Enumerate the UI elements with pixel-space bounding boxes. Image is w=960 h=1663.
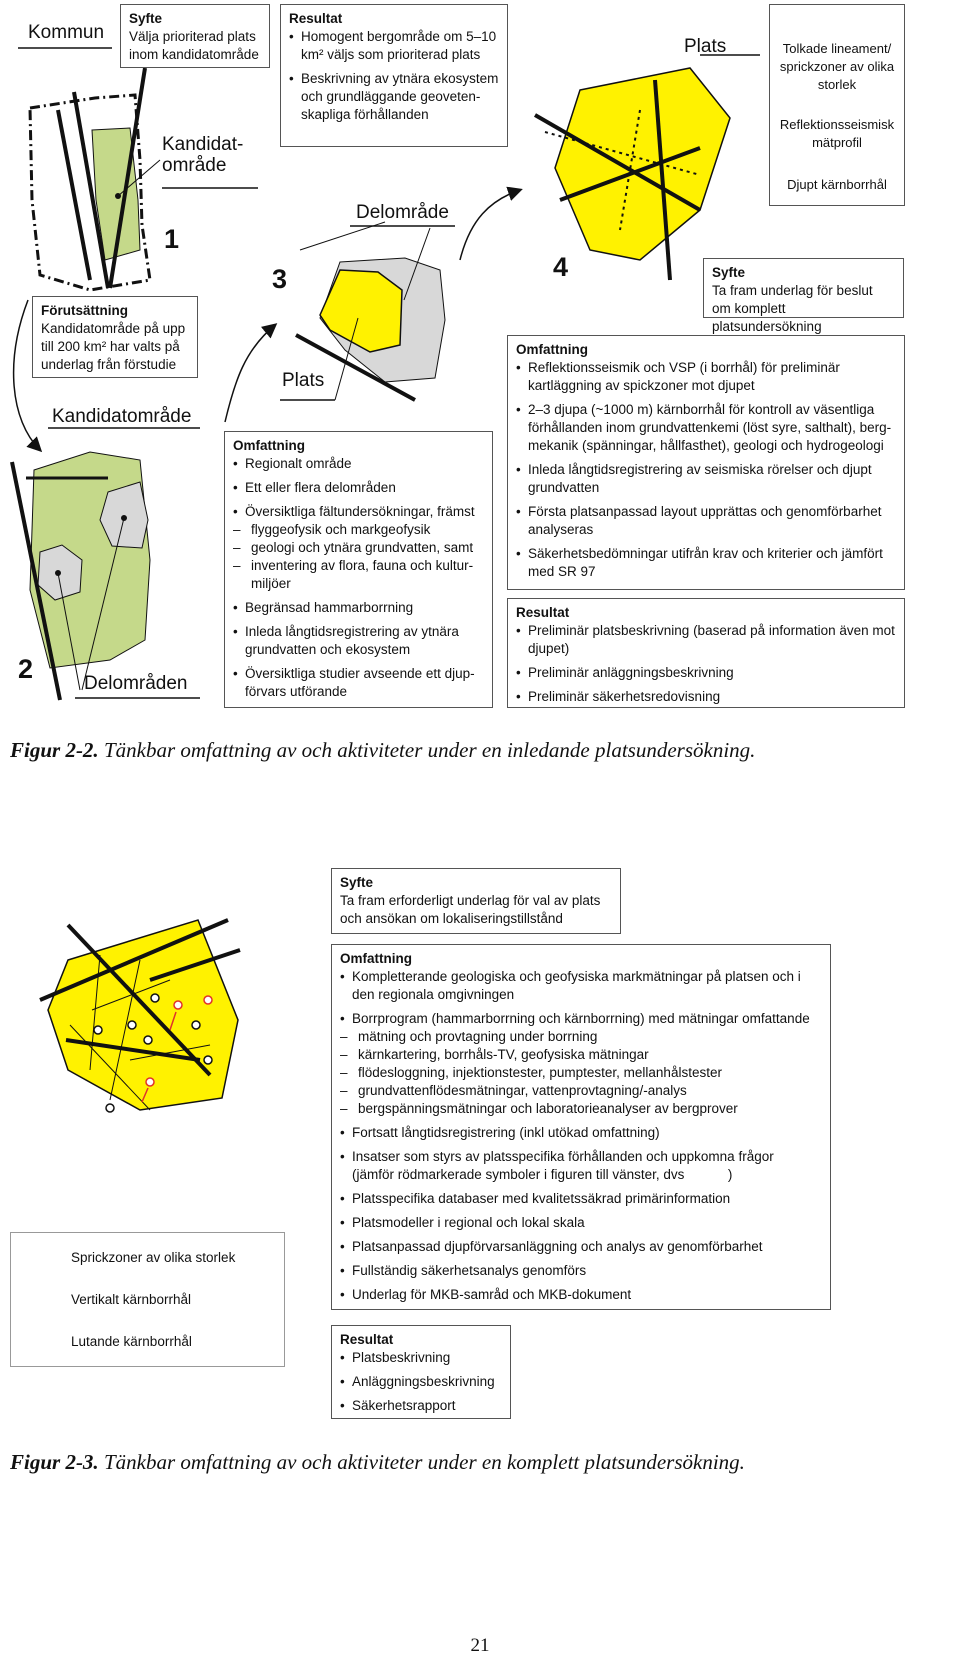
omfattning4-item: • Första platsanpassad layout upprättas och genomförbarhet analyseras — [516, 503, 896, 539]
kandidatomrade-small-label: Kandidat-område — [162, 134, 244, 176]
omfattning2-subitem: – kärnkartering, borrhåls-TV, geofysiska mätningar — [340, 1046, 822, 1064]
syfte4-heading: Syfte — [712, 265, 746, 280]
syfte2-heading: Syfte — [340, 875, 374, 890]
syfte1-heading: Syfte — [129, 11, 163, 26]
caption-label: Figur 2-3. — [10, 1450, 99, 1474]
omfattning2-item: • Kompletterande geologiska och geofysiska markmätningar på platsen och i den regionala omgivningen — [340, 968, 822, 1004]
caption-text: Tänkbar omfattning av och aktiviteter under en komplett platsundersökning. — [103, 1450, 745, 1474]
figure-2-2-caption — [10, 738, 755, 763]
panel4-map — [535, 55, 760, 280]
legend2-zones: Sprickzoner av olika storlek — [71, 1250, 236, 1265]
forutsattning-heading: Förutsättning — [41, 303, 128, 318]
legend2-vertical: Vertikalt kärnborrhål — [71, 1292, 192, 1307]
omfattning4-item: • Säkerhetsbedömningar utifrån krav och kriterier och jämfört med SR 97 — [516, 545, 896, 581]
syfte1-box — [120, 4, 270, 68]
delomrade-label: Delområde — [356, 202, 449, 223]
omfattning3-heading: Omfattning — [233, 438, 305, 453]
step-number-2: 2 — [18, 654, 34, 684]
omfattning3-item: • Begränsad hammarborrning — [233, 599, 484, 617]
omfattning4-item: • 2–3 djupa (~1000 m) kärnborrhål för kontroll av väsentliga förhållanden inom grundvattenkemi (löst syre, salthalt), berg-mekanik (spänningar, hållfasthet), geologi och hydrogeologi — [516, 401, 896, 455]
resultat2-item: • Anläggningsbeskrivning — [340, 1373, 502, 1391]
omfattning4-item: • Reflektionsseismik och VSP (i borrhål) för preliminär kartläggning av spickzoner mot djupet — [516, 359, 896, 395]
omfattning2-item: • Underlag för MKB-samråd och MKB-dokument — [340, 1286, 822, 1304]
caption-label: Figur 2-2. — [10, 738, 99, 762]
omfattning2-item: • Fortsatt långtidsregistrering (inkl utökad omfattning) — [340, 1124, 822, 1142]
resultat4-item: • Preliminär säkerhetsredovisning — [516, 688, 896, 706]
omfattning3-item: • Översiktliga fältundersökningar, främst — [233, 503, 484, 521]
syfte4-box — [703, 258, 904, 334]
resultat1-item: • Homogent bergområde om 5–10 km² väljs som prioriterad plats — [289, 28, 499, 64]
omfattning3-item: • Inleda långtidsregistrering av ytnära grundvatten och ekosystem — [233, 623, 484, 659]
fig2-map — [40, 920, 240, 1112]
omfattning2-item — [340, 1148, 822, 1184]
omfattning2-item: • Fullständig säkerhetsanalys genomförs — [340, 1262, 822, 1280]
omfattning2-heading: Omfattning — [340, 951, 412, 966]
omfattning2-item4c: ) — [727, 1167, 733, 1182]
omfattning2-item: • Platsspecifika databaser med kvalitetssäkrad primärinformation — [340, 1190, 822, 1208]
delomraden-label: Delområden — [84, 673, 188, 694]
omfattning2-box — [331, 944, 831, 1310]
omfattning2-item4a: Insatser som styrs av platsspecifika förhållanden och uppkomna frågor — [352, 1149, 774, 1164]
forutsattning-text: Kandidatområde på upp till 200 km² har valts på underlag från förstudie — [41, 321, 186, 372]
omfattning3-subitem: – geologi och ytnära grundvatten, samt — [233, 539, 484, 557]
resultat1-item: • Beskrivning av ytnära ekosystem och grundläggande geoveten-skapliga förhållanden — [289, 70, 499, 124]
legend2-box — [10, 1232, 285, 1367]
omfattning2-item: • Borrprogram (hammarborrning och kärnborrning) med mätningar omfattande — [340, 1010, 822, 1028]
omfattning2-subitem: – mätning och provtagning under borrning — [340, 1028, 822, 1046]
step-number-3: 3 — [272, 264, 288, 294]
omfattning2-item: • Platsmodeller i regional och lokal skala — [340, 1214, 822, 1232]
omfattning2-item: • Platsanpassad djupförvarsanläggning och analys av genomförbarhet — [340, 1238, 822, 1256]
omfattning4-box — [507, 335, 905, 590]
step-number-1: 1 — [164, 224, 180, 254]
omfattning2-subitem: – grundvattenflödesmätningar, vattenprovtagning/-analys — [340, 1082, 822, 1100]
legend1-seismic: Reflektionsseismisk mätprofil — [779, 117, 895, 150]
resultat2-item: • Säkerhetsrapport — [340, 1397, 502, 1415]
omfattning4-item: • Inleda långtidsregistrering av seismiska rörelser och djupt grundvatten — [516, 461, 896, 497]
resultat4-heading: Resultat — [516, 605, 570, 620]
plats-mid-label: Plats — [282, 370, 325, 391]
resultat4-item: • Preliminär anläggningsbeskrivning — [516, 664, 896, 682]
syfte1-text: Välja prioriterad plats inom kandidatområde — [129, 29, 259, 62]
kommun-label: Kommun — [28, 22, 105, 43]
resultat2-box — [331, 1325, 511, 1419]
omfattning4-heading: Omfattning — [516, 342, 588, 357]
resultat1-heading: Resultat — [289, 11, 343, 26]
legend1-borehole: Djupt kärnborrhål — [787, 177, 887, 192]
resultat1-box — [280, 4, 508, 147]
omfattning3-subitem: – inventering av flora, fauna och kultur-miljöer — [233, 557, 484, 593]
omfattning3-item: • Översiktliga studier avseende ett djup-förvars utförande — [233, 665, 484, 701]
syfte2-text: Ta fram erforderligt underlag för val av plats och ansökan om lokaliseringstillstånd — [340, 893, 601, 926]
resultat4-box — [507, 598, 905, 708]
resultat2-item: • Platsbeskrivning — [340, 1349, 502, 1367]
syfte4-text: Ta fram underlag för beslut om komplett platsundersökning — [712, 283, 873, 334]
omfattning3-item: • Ett eller flera delområden — [233, 479, 484, 497]
omfattning2-subitem: – flödesloggning, injektionstester, pumptester, mellanhålstester — [340, 1064, 822, 1082]
legend1-lineament: Tolkade lineament/ sprickzoner av olika storlek — [779, 41, 895, 92]
omfattning3-box — [224, 431, 493, 708]
resultat2-heading: Resultat — [340, 1332, 394, 1347]
resultat4-item: • Preliminär platsbeskrivning (baserad på information även mot djupet) — [516, 622, 896, 658]
step-number-4: 4 — [553, 252, 569, 282]
forutsattning-box — [32, 296, 198, 378]
legend2-inclined: Lutande kärnborrhål — [71, 1334, 192, 1349]
omfattning3-subitem: – flyggeofysik och markgeofysik — [233, 521, 484, 539]
kandidatomrade-label: Kandidatområde — [52, 406, 192, 427]
omfattning2-subitem: – bergspänningsmätningar och laboratorieanalyser av bergprover — [340, 1100, 822, 1118]
figure-2-3-caption — [10, 1450, 745, 1475]
syfte2-box — [331, 868, 621, 934]
panel2-map — [12, 428, 200, 700]
omfattning2-item4b: (jämför rödmarkerade symboler i figuren till vänster, dvs — [352, 1167, 685, 1182]
plats-top-label: Plats — [684, 36, 727, 57]
omfattning3-item: • Regionalt område — [233, 455, 484, 473]
legend1-box — [769, 4, 905, 206]
page-number: 21 — [470, 1635, 490, 1656]
caption-text: Tänkbar omfattning av och aktiviteter under en inledande platsundersökning. — [103, 738, 756, 762]
